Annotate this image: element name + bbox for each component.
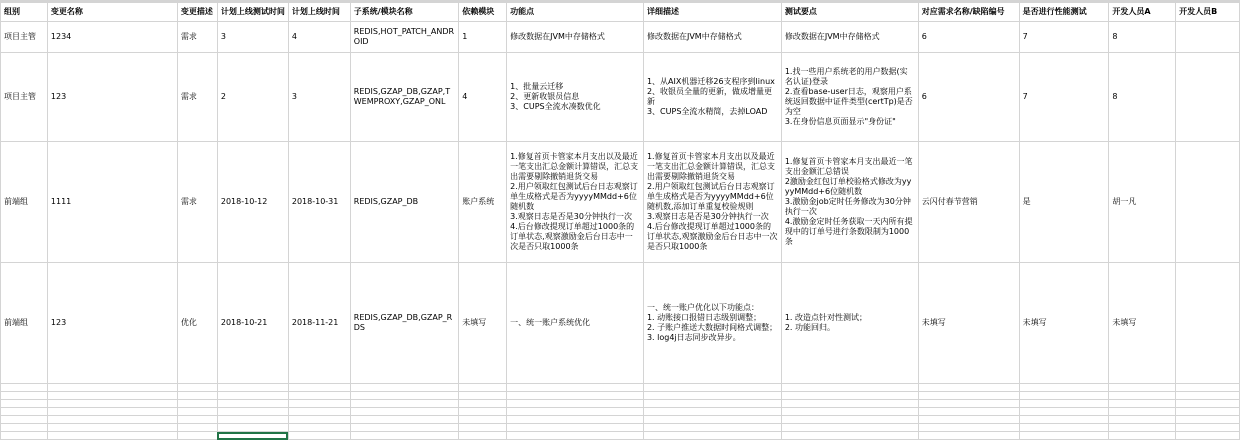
cell-detail[interactable]: 一、统一账户优化以下功能点： 1. 动账接口报错日志级别调整； 2. 子账户推送大数据时间格式调整； 3. log4j日志同步改异步。 xyxy=(643,263,781,384)
cell-change-name[interactable]: 1234 xyxy=(47,22,177,53)
empty-cell[interactable] xyxy=(1019,424,1109,432)
empty-cell[interactable] xyxy=(1,408,48,416)
empty-cell[interactable] xyxy=(217,408,288,416)
empty-cell[interactable] xyxy=(781,384,918,392)
cell-dev-b[interactable] xyxy=(1176,53,1240,142)
empty-cell[interactable] xyxy=(459,400,507,408)
cell-dev-b[interactable] xyxy=(1176,142,1240,263)
cell-requirement[interactable]: 6 xyxy=(918,22,1019,53)
empty-cell[interactable] xyxy=(781,416,918,424)
empty-cell[interactable] xyxy=(47,384,177,392)
empty-cell[interactable] xyxy=(918,392,1019,400)
empty-cell[interactable] xyxy=(288,392,350,400)
empty-cell[interactable] xyxy=(1109,424,1176,432)
empty-cell[interactable] xyxy=(643,392,781,400)
header-cell-test-time[interactable]: 计划上线测试时间 xyxy=(217,3,288,22)
cell-dependency[interactable]: 账户系统 xyxy=(459,142,507,263)
empty-cell[interactable] xyxy=(1,424,48,432)
empty-cell[interactable] xyxy=(781,424,918,432)
cell-release-time[interactable]: 2018-11-21 xyxy=(288,263,350,384)
header-cell-requirement[interactable]: 对应需求名称/缺陷编号 xyxy=(918,3,1019,22)
empty-cell[interactable] xyxy=(1109,416,1176,424)
table-row xyxy=(1,22,1240,53)
empty-cell[interactable] xyxy=(507,424,644,432)
empty-cell[interactable] xyxy=(1176,408,1240,416)
empty-cell[interactable] xyxy=(177,400,217,408)
cell-dev-a[interactable]: 胡一凡 xyxy=(1109,142,1176,263)
empty-cell[interactable] xyxy=(1019,432,1109,440)
empty-cell[interactable] xyxy=(288,424,350,432)
empty-cell[interactable] xyxy=(1019,416,1109,424)
empty-cell[interactable] xyxy=(507,408,644,416)
cell-change-desc[interactable]: 需求 xyxy=(177,142,217,263)
empty-row xyxy=(1,416,1240,424)
empty-cell[interactable] xyxy=(1019,384,1109,392)
header-cell-feature[interactable]: 功能点 xyxy=(507,3,644,22)
empty-cell[interactable] xyxy=(1109,408,1176,416)
cell-requirement[interactable]: 云闪付春节营销 xyxy=(918,142,1019,263)
empty-cell[interactable] xyxy=(781,432,918,440)
spreadsheet-grid[interactable] xyxy=(0,2,1240,440)
empty-cell[interactable] xyxy=(177,408,217,416)
empty-cell[interactable] xyxy=(350,384,459,392)
empty-cell[interactable] xyxy=(643,424,781,432)
table-row xyxy=(1,263,1240,384)
empty-cell[interactable] xyxy=(918,432,1019,440)
header-cell-subsystem[interactable]: 子系统/模块名称 xyxy=(350,3,459,22)
cell-perf-test[interactable]: 是 xyxy=(1019,142,1109,263)
empty-cell[interactable] xyxy=(781,392,918,400)
header-cell-change-desc[interactable]: 变更描述 xyxy=(177,3,217,22)
cell-subsystem[interactable]: REDIS,HOT_PATCH_ANDROID xyxy=(350,22,459,53)
active-cell[interactable] xyxy=(217,432,288,440)
cell-change-name[interactable]: 123 xyxy=(47,263,177,384)
cell-dev-b[interactable] xyxy=(1176,263,1240,384)
cell-test-time[interactable]: 2018-10-21 xyxy=(217,263,288,384)
empty-cell[interactable] xyxy=(459,424,507,432)
empty-cell[interactable] xyxy=(507,392,644,400)
cell-dev-a[interactable]: 未填写 xyxy=(1109,263,1176,384)
cell-dependency[interactable]: 1 xyxy=(459,22,507,53)
cell-subsystem[interactable]: REDIS,GZAP_DB,GZAP,TWEMPROXY,GZAP_ONL xyxy=(350,53,459,142)
empty-cell[interactable] xyxy=(288,416,350,424)
cell-release-time[interactable]: 2018-10-31 xyxy=(288,142,350,263)
empty-cell[interactable] xyxy=(350,432,459,440)
cell-perf-test[interactable]: 7 xyxy=(1019,22,1109,53)
empty-cell[interactable] xyxy=(1176,416,1240,424)
empty-cell[interactable] xyxy=(217,400,288,408)
cell-detail[interactable]: 1.修复首页卡管家本月支出以及最近一笔支出汇总金额计算错误，汇总支出需要剔除撤销退货交易 2.用户领取红包测试后台日志观察订单生成格式是否为yyyyMMdd+6位随机数,添加订单重复校验规则 3.观察日志是否是30分钟执行一次 4.后台修改提现订单超过1000条的订单状态,观察激励金后台日志中一次是否只取1000条 xyxy=(643,142,781,263)
empty-cell[interactable] xyxy=(350,408,459,416)
header-cell-dependency[interactable]: 依赖模块 xyxy=(459,3,507,22)
empty-cell[interactable] xyxy=(288,408,350,416)
empty-cell[interactable] xyxy=(643,384,781,392)
cell-change-desc[interactable]: 需求 xyxy=(177,22,217,53)
cell-test-points[interactable]: 1.找一些用户系统老的用户数据(实名认证)登录 2.查看base-user日志，观察用户系统返回数据中证件类型(certTp)是否为空 3.在身份信息页面显示"身份证" xyxy=(781,53,918,142)
empty-cell[interactable] xyxy=(1109,400,1176,408)
empty-cell[interactable] xyxy=(918,400,1019,408)
empty-cell[interactable] xyxy=(1,416,48,424)
empty-cell[interactable] xyxy=(1019,408,1109,416)
cell-requirement[interactable]: 6 xyxy=(918,53,1019,142)
empty-cell[interactable] xyxy=(217,384,288,392)
empty-cell[interactable] xyxy=(350,416,459,424)
empty-cell[interactable] xyxy=(1176,384,1240,392)
cell-dependency[interactable]: 4 xyxy=(459,53,507,142)
empty-cell[interactable] xyxy=(1109,384,1176,392)
empty-cell[interactable] xyxy=(1,432,48,440)
header-cell-test-points[interactable]: 测试要点 xyxy=(781,3,918,22)
empty-cell[interactable] xyxy=(1,392,48,400)
cell-detail[interactable]: 1、从AIX机器迁移26支程序到linux 2、收银员全量的更新，做成增量更新 3、CUPS全流水精简，去掉LOAD xyxy=(643,53,781,142)
cell-requirement[interactable]: 未填写 xyxy=(918,263,1019,384)
header-cell-detail[interactable]: 详细描述 xyxy=(643,3,781,22)
header-cell-group[interactable]: 组别 xyxy=(1,3,48,22)
cell-group[interactable]: 前端组 xyxy=(1,263,48,384)
cell-feature[interactable]: 1.修复首页卡管家本月支出以及最近一笔支出汇总金额计算错误，汇总支出需要剔除撤销退货交易 2.用户领取红包测试后台日志观察订单生成格式是否为yyyyMMdd+6位随机数 3.观察日志是否是30分钟执行一次 4.后台修改提现订单超过1000条的订单状态,观察激励金后台日志中一次是否只取1000条 xyxy=(507,142,644,263)
header-cell-change-name[interactable]: 变更名称 xyxy=(47,3,177,22)
cell-perf-test[interactable]: 未填写 xyxy=(1019,263,1109,384)
cell-group[interactable]: 项目主管 xyxy=(1,53,48,142)
empty-cell[interactable] xyxy=(47,432,177,440)
cell-change-desc[interactable]: 需求 xyxy=(177,53,217,142)
empty-cell[interactable] xyxy=(918,384,1019,392)
empty-cell[interactable] xyxy=(643,400,781,408)
cell-change-desc[interactable]: 优化 xyxy=(177,263,217,384)
empty-cell[interactable] xyxy=(459,384,507,392)
empty-cell[interactable] xyxy=(459,432,507,440)
header-cell-dev-b[interactable]: 开发人员B xyxy=(1176,3,1240,22)
empty-row xyxy=(1,432,1240,440)
empty-cell[interactable] xyxy=(1176,392,1240,400)
empty-cell[interactable] xyxy=(288,432,350,440)
cell-dev-a[interactable]: 8 xyxy=(1109,22,1176,53)
empty-cell[interactable] xyxy=(1176,424,1240,432)
empty-cell[interactable] xyxy=(507,416,644,424)
empty-cell[interactable] xyxy=(781,400,918,408)
empty-cell[interactable] xyxy=(1109,432,1176,440)
empty-cell[interactable] xyxy=(643,416,781,424)
header-cell-perf-test[interactable]: 是否进行性能测试 xyxy=(1019,3,1109,22)
cell-test-time[interactable]: 3 xyxy=(217,22,288,53)
cell-release-time[interactable]: 3 xyxy=(288,53,350,142)
cell-release-time[interactable]: 4 xyxy=(288,22,350,53)
empty-cell[interactable] xyxy=(177,392,217,400)
header-cell-dev-a[interactable]: 开发人员A xyxy=(1109,3,1176,22)
empty-cell[interactable] xyxy=(781,408,918,416)
empty-cell[interactable] xyxy=(643,408,781,416)
cell-group[interactable]: 前端组 xyxy=(1,142,48,263)
cell-dependency[interactable]: 未填写 xyxy=(459,263,507,384)
empty-cell[interactable] xyxy=(459,392,507,400)
empty-cell[interactable] xyxy=(217,416,288,424)
cell-subsystem[interactable]: REDIS,GZAP_DB,GZAP_RDS xyxy=(350,263,459,384)
header-row xyxy=(1,3,1240,22)
cell-test-points[interactable]: 1.修复首页卡管家本月支出最近一笔支出金额汇总错误 2激励金红包订单校验格式修改为yyyyMMdd+6位随机数 3.激励金job定时任务修改为30分钟执行一次 4.激励金定时任务获取一天内所有提现中的订单号进行条数限制为1000条 xyxy=(781,142,918,263)
cell-test-time[interactable]: 2 xyxy=(217,53,288,142)
cell-test-points[interactable]: 1. 改造点针对性测试； 2. 功能回归。 xyxy=(781,263,918,384)
empty-cell[interactable] xyxy=(217,424,288,432)
empty-row xyxy=(1,424,1240,432)
empty-cell[interactable] xyxy=(1019,400,1109,408)
empty-cell[interactable] xyxy=(507,432,644,440)
empty-cell[interactable] xyxy=(1176,432,1240,440)
empty-cell[interactable] xyxy=(177,384,217,392)
empty-row xyxy=(1,400,1240,408)
empty-cell[interactable] xyxy=(47,408,177,416)
cell-change-name[interactable]: 1111 xyxy=(47,142,177,263)
empty-cell[interactable] xyxy=(47,400,177,408)
empty-cell[interactable] xyxy=(177,416,217,424)
cell-test-points[interactable]: 修改数据在JVM中存储格式 xyxy=(781,22,918,53)
table-row xyxy=(1,142,1240,263)
cell-feature[interactable]: 1、批量云迁移 2、更新收银员信息 3、CUPS全流水凑数优化 xyxy=(507,53,644,142)
empty-cell[interactable] xyxy=(47,424,177,432)
empty-cell[interactable] xyxy=(350,400,459,408)
cell-subsystem[interactable]: REDIS,GZAP_DB xyxy=(350,142,459,263)
empty-cell[interactable] xyxy=(217,392,288,400)
cell-detail[interactable]: 修改数据在JVM中存储格式 xyxy=(643,22,781,53)
cell-perf-test[interactable]: 7 xyxy=(1019,53,1109,142)
empty-row xyxy=(1,392,1240,400)
empty-cell[interactable] xyxy=(1,400,48,408)
empty-cell[interactable] xyxy=(507,384,644,392)
table-row xyxy=(1,53,1240,142)
cell-change-name[interactable]: 123 xyxy=(47,53,177,142)
empty-cell[interactable] xyxy=(177,432,217,440)
empty-cell[interactable] xyxy=(350,424,459,432)
cell-feature[interactable]: 修改数据在JVM中存储格式 xyxy=(507,22,644,53)
cell-dev-b[interactable] xyxy=(1176,22,1240,53)
empty-cell[interactable] xyxy=(507,400,644,408)
cell-group[interactable]: 项目主管 xyxy=(1,22,48,53)
empty-cell[interactable] xyxy=(350,392,459,400)
empty-cell[interactable] xyxy=(288,400,350,408)
cell-feature[interactable]: 一、统一账户系统优化 xyxy=(507,263,644,384)
empty-cell[interactable] xyxy=(918,408,1019,416)
empty-cell[interactable] xyxy=(643,432,781,440)
cell-test-time[interactable]: 2018-10-12 xyxy=(217,142,288,263)
empty-cell[interactable] xyxy=(459,416,507,424)
empty-row xyxy=(1,408,1240,416)
empty-cell[interactable] xyxy=(459,408,507,416)
empty-cell[interactable] xyxy=(1109,392,1176,400)
empty-row xyxy=(1,384,1240,392)
empty-cell[interactable] xyxy=(47,416,177,424)
empty-cell[interactable] xyxy=(288,384,350,392)
empty-cell[interactable] xyxy=(918,424,1019,432)
empty-cell[interactable] xyxy=(177,424,217,432)
empty-cell[interactable] xyxy=(1176,400,1240,408)
empty-cell[interactable] xyxy=(1019,392,1109,400)
empty-cell[interactable] xyxy=(1,384,48,392)
empty-cell[interactable] xyxy=(47,392,177,400)
empty-cell[interactable] xyxy=(918,416,1019,424)
cell-dev-a[interactable]: 8 xyxy=(1109,53,1176,142)
header-cell-release-time[interactable]: 计划上线时间 xyxy=(288,3,350,22)
